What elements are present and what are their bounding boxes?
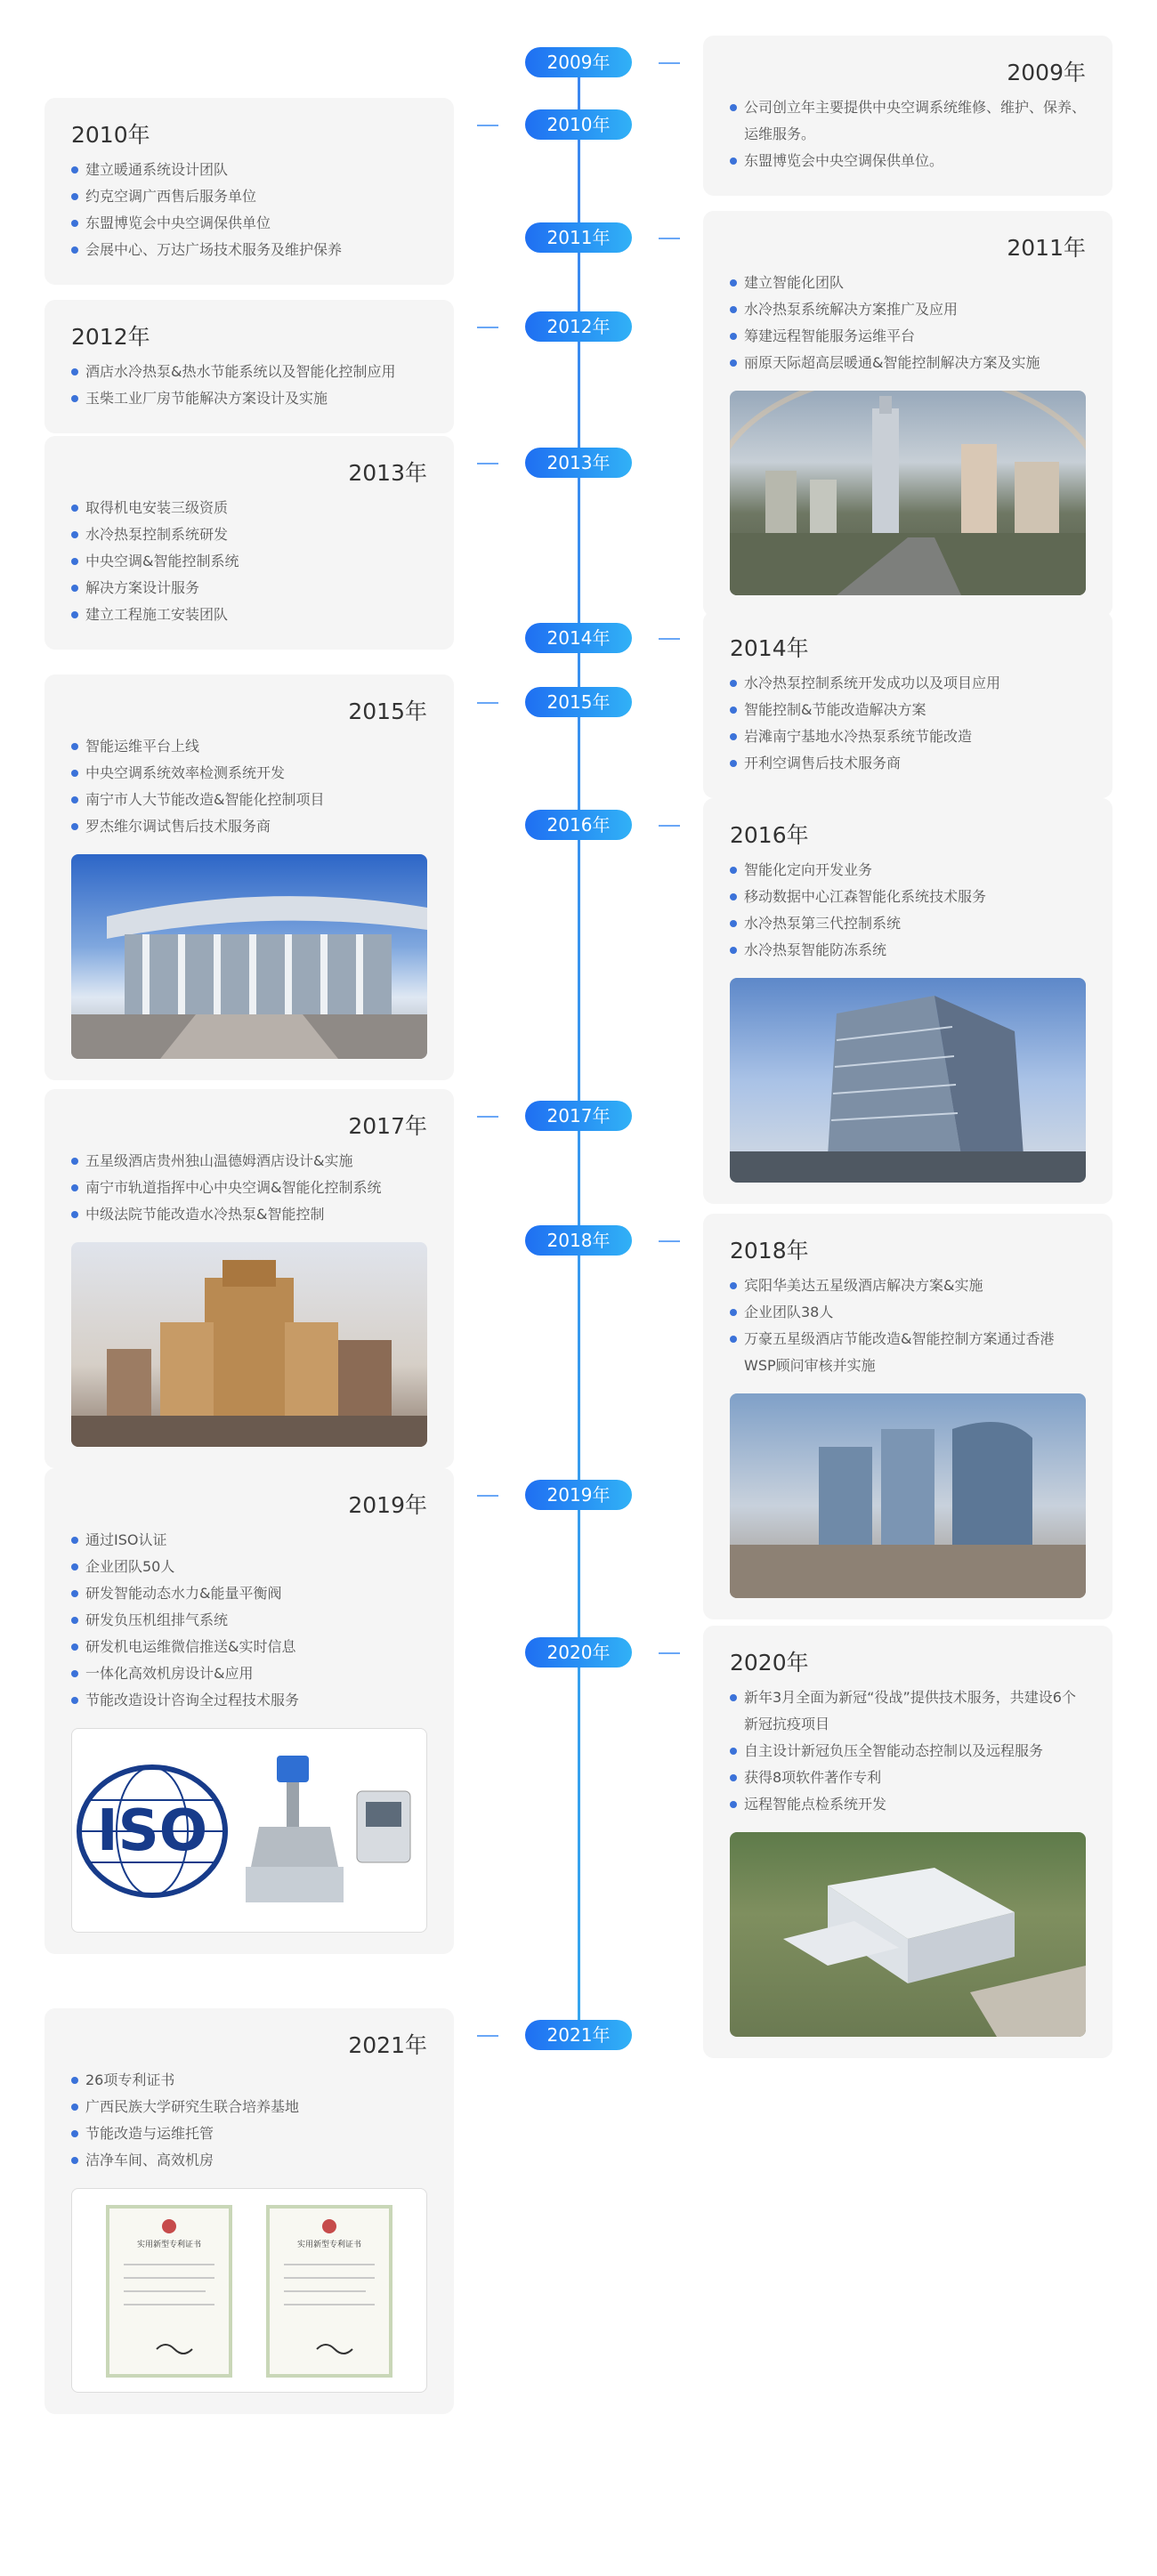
card-2018 — [703, 1214, 1112, 1619]
year-pill-2015: 2015年 — [525, 687, 632, 717]
list-item: 东盟博览会中央空调保供单位 — [71, 210, 427, 237]
connector-2017 — [477, 1116, 498, 1118]
list-item: 解决方案设计服务 — [71, 575, 427, 602]
card-year: 2015年 — [348, 699, 427, 724]
list-item: 建立暖通系统设计团队 — [71, 157, 427, 183]
item-list — [730, 670, 1086, 777]
hospital-aerial-photo — [730, 1832, 1086, 2037]
connector-2020 — [659, 1652, 680, 1654]
list-item: 研发机电运维微信推送&实时信息 — [71, 1634, 427, 1660]
list-item: 一体化高效机房设计&应用 — [71, 1660, 427, 1687]
year-pill-2009: 2009年 — [525, 47, 632, 77]
list-item: 广西民族大学研究生联合培养基地 — [71, 2094, 427, 2120]
list-item: 建立智能化团队 — [730, 270, 1086, 296]
card-2021 — [44, 2008, 454, 2414]
list-item: 水冷热泵系统解决方案推广及应用 — [730, 296, 1086, 323]
patent-certificates-photo — [71, 2188, 427, 2393]
card-year: 2011年 — [1007, 235, 1086, 261]
list-item: 五星级酒店贵州独山温德姆酒店设计&实施 — [71, 1148, 427, 1175]
year-pill-2020: 2020年 — [525, 1637, 632, 1668]
list-item: 约克空调广西售后服务单位 — [71, 183, 427, 210]
card-2016 — [703, 798, 1112, 1204]
list-item: 水冷热泵智能防冻系统 — [730, 937, 1086, 964]
card-year: 2013年 — [348, 460, 427, 486]
list-item: 水冷热泵控制系统开发成功以及项目应用 — [730, 670, 1086, 697]
card-year: 2016年 — [730, 822, 809, 848]
card-2017 — [44, 1089, 454, 1468]
hotel-illustration — [71, 1242, 427, 1447]
item-list — [730, 1272, 1086, 1379]
card-2012 — [44, 300, 454, 433]
card-year: 2017年 — [348, 1113, 427, 1139]
hotel-photo — [71, 1242, 427, 1447]
certificate-title-right: 实用新型专利证书 — [296, 2241, 362, 2249]
year-pill-2012: 2012年 — [525, 311, 632, 342]
iso-logo-text: ISO — [96, 1798, 208, 1864]
office-building-illustration — [730, 978, 1086, 1183]
item-list — [71, 1148, 427, 1228]
iso-valve-photo — [71, 1728, 427, 1933]
card-2010 — [44, 98, 454, 285]
list-item: 智能运维平台上线 — [71, 733, 427, 760]
list-item: 酒店水冷热泵&热水节能系统以及智能化控制应用 — [71, 359, 427, 385]
list-item: 研发负压机组排气系统 — [71, 1607, 427, 1634]
list-item: 企业团队38人 — [730, 1299, 1086, 1326]
year-pill-2011: 2011年 — [525, 222, 632, 253]
card-2013 — [44, 436, 454, 650]
list-item: 研发智能动态水力&能量平衡阀 — [71, 1580, 427, 1607]
year-pill-2019: 2019年 — [525, 1480, 632, 1510]
connector-2016 — [659, 825, 680, 827]
list-item: 企业团队50人 — [71, 1554, 427, 1580]
timeline-axis — [578, 49, 580, 2033]
list-item: 水冷热泵控制系统研发 — [71, 521, 427, 548]
list-item: 水冷热泵第三代控制系统 — [730, 910, 1086, 937]
card-year: 2019年 — [348, 1492, 427, 1518]
list-item: 智能化定向开发业务 — [730, 857, 1086, 884]
list-item: 远程智能点检系统开发 — [730, 1791, 1086, 1818]
item-list — [730, 94, 1086, 174]
connector-2014 — [659, 638, 680, 640]
item-list — [730, 270, 1086, 376]
connector-2009 — [659, 62, 680, 64]
card-2011 — [703, 211, 1112, 617]
connector-2010 — [477, 125, 498, 126]
item-list — [71, 733, 427, 840]
card-year: 2012年 — [71, 324, 150, 350]
connector-2011 — [659, 238, 680, 239]
card-year: 2010年 — [71, 122, 150, 148]
iso-valve-illustration — [72, 1729, 426, 1932]
list-item: 建立工程施工安装团队 — [71, 602, 427, 628]
list-item: 中央空调&智能控制系统 — [71, 548, 427, 575]
year-pill-2013: 2013年 — [525, 448, 632, 478]
list-item: 获得8项软件著作专利 — [730, 1764, 1086, 1791]
list-item: 公司创立年主要提供中央空调系统维修、维护、保养、运维服务。 — [730, 94, 1086, 148]
list-item: 取得机电安装三级资质 — [71, 495, 427, 521]
connector-2019 — [477, 1495, 498, 1497]
item-list — [71, 495, 427, 628]
year-pill-2010: 2010年 — [525, 109, 632, 140]
connector-2021 — [477, 2035, 498, 2037]
city-skyline-photo — [730, 391, 1086, 595]
list-item: 节能改造设计咨询全过程技术服务 — [71, 1687, 427, 1714]
list-item: 通过ISO认证 — [71, 1527, 427, 1554]
list-item: 节能改造与运维托管 — [71, 2120, 427, 2147]
list-item: 中央空调系统效率检测系统开发 — [71, 760, 427, 787]
card-2014 — [703, 611, 1112, 798]
item-list — [71, 157, 427, 263]
hospital-aerial-illustration — [730, 1832, 1086, 2037]
list-item: 罗杰维尔调试售后技术服务商 — [71, 813, 427, 840]
city-skyline-illustration — [730, 391, 1086, 595]
list-item: 玉柴工业厂房节能解决方案设计及实施 — [71, 385, 427, 412]
connector-2013 — [477, 463, 498, 464]
connector-2018 — [659, 1240, 680, 1242]
year-pill-2017: 2017年 — [525, 1101, 632, 1131]
card-year: 2021年 — [348, 2032, 427, 2058]
item-list — [71, 1527, 427, 1714]
list-item: 南宁市人大节能改造&智能化控制项目 — [71, 787, 427, 813]
list-item: 岩滩南宁基地水冷热泵系统节能改造 — [730, 723, 1086, 750]
marriott-hotel-photo — [730, 1393, 1086, 1598]
connector-2012 — [477, 327, 498, 328]
convention-hall-illustration — [71, 854, 427, 1059]
list-item: 宾阳华美达五星级酒店解决方案&实施 — [730, 1272, 1086, 1299]
card-2019 — [44, 1468, 454, 1954]
convention-hall-photo — [71, 854, 427, 1059]
card-year: 2018年 — [730, 1238, 809, 1264]
card-2020 — [703, 1626, 1112, 2058]
office-building-photo — [730, 978, 1086, 1183]
certificate-title-left: 实用新型专利证书 — [136, 2241, 202, 2249]
list-item: 自主设计新冠负压全智能动态控制以及远程服务 — [730, 1738, 1086, 1764]
card-year: 2020年 — [730, 1650, 809, 1676]
list-item: 万豪五星级酒店节能改造&智能控制方案通过香港WSP顾问审核并实施 — [730, 1326, 1086, 1379]
list-item: 南宁市轨道指挥中心中央空调&智能化控制系统 — [71, 1175, 427, 1201]
list-item: 会展中心、万达广场技术服务及维护保养 — [71, 237, 427, 263]
year-pill-2016: 2016年 — [525, 810, 632, 840]
connector-2015 — [477, 702, 498, 704]
item-list — [730, 1684, 1086, 1818]
card-2015 — [44, 674, 454, 1080]
year-pill-2018: 2018年 — [525, 1225, 632, 1256]
marriott-hotel-illustration — [730, 1393, 1086, 1598]
list-item: 智能控制&节能改造解决方案 — [730, 697, 1086, 723]
item-list — [71, 359, 427, 412]
year-pill-2021: 2021年 — [525, 2020, 632, 2050]
list-item: 丽原天际超高层暖通&智能控制解决方案及实施 — [730, 350, 1086, 376]
item-list — [71, 2067, 427, 2174]
list-item: 洁净车间、高效机房 — [71, 2147, 427, 2174]
card-year: 2009年 — [1007, 60, 1086, 85]
list-item: 新年3月全面为新冠“役战”提供技术服务，共建设6个新冠抗疫项目 — [730, 1684, 1086, 1738]
card-2009 — [703, 36, 1112, 196]
list-item: 移动数据中心江森智能化系统技术服务 — [730, 884, 1086, 910]
list-item: 中级法院节能改造水冷热泵&智能控制 — [71, 1201, 427, 1228]
list-item: 筹建远程智能服务运维平台 — [730, 323, 1086, 350]
list-item: 开利空调售后技术服务商 — [730, 750, 1086, 777]
year-pill-2014: 2014年 — [525, 623, 632, 653]
item-list — [730, 857, 1086, 964]
list-item: 东盟博览会中央空调保供单位。 — [730, 148, 1086, 174]
patent-certificates-illustration — [72, 2189, 426, 2392]
list-item: 26项专利证书 — [71, 2067, 427, 2094]
card-year: 2014年 — [730, 635, 809, 661]
